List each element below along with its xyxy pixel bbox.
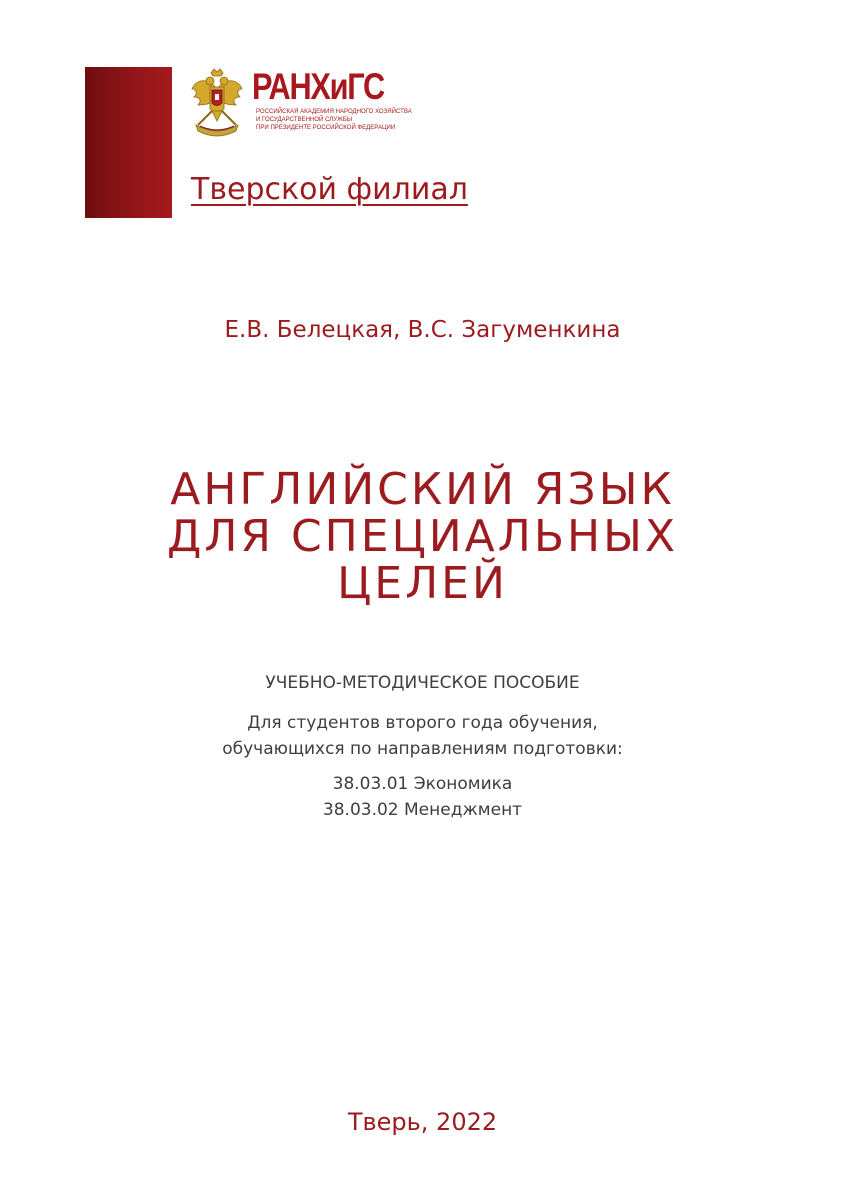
logo-wordmark: РАНХиГС [252,66,384,107]
decorative-red-bar [85,67,172,218]
double-headed-eagle-emblem-icon [190,67,244,137]
audience-description [0,710,845,762]
book-title-line: ДЛЯ СПЕЦИАЛЬНЫХ [166,511,679,562]
logo-subtitle [256,108,412,132]
logo-subtitle-line: И ГОСУДАРСТВЕННОЙ СЛУЖБЫ [256,116,353,123]
audience-line: Для студентов второго года обучения, [247,713,598,733]
program-item: 38.03.01 Экономика [332,774,513,794]
logo-subtitle-line: ПРИ ПРЕЗИДЕНТЕ РОССИЙСКОЙ ФЕДЕРАЦИИ [256,124,396,131]
book-title-line: ЦЕЛЕЙ [337,558,508,609]
authors: Е.В. Белецкая, В.С. Загуменкина [224,317,621,343]
program-item: 38.03.02 Менеджмент [322,800,523,820]
audience-line: обучающихся по направлениям подготовки: [222,739,623,759]
book-type: УЧЕБНО-МЕТОДИЧЕСКОЕ ПОСОБИЕ [265,673,580,693]
study-programs [0,771,845,823]
branch-name: Тверской филиал [191,172,468,207]
book-title-line: АНГЛИЙСКИЙ ЯЗЫК [170,464,675,515]
book-title [0,466,845,607]
logo-subtitle-line: РОССИЙСКАЯ АКАДЕМИЯ НАРОДНОГО ХОЗЯЙСТВА [256,108,412,115]
ranepa-logo [190,67,415,139]
place-and-year: Тверь, 2022 [347,1108,498,1136]
